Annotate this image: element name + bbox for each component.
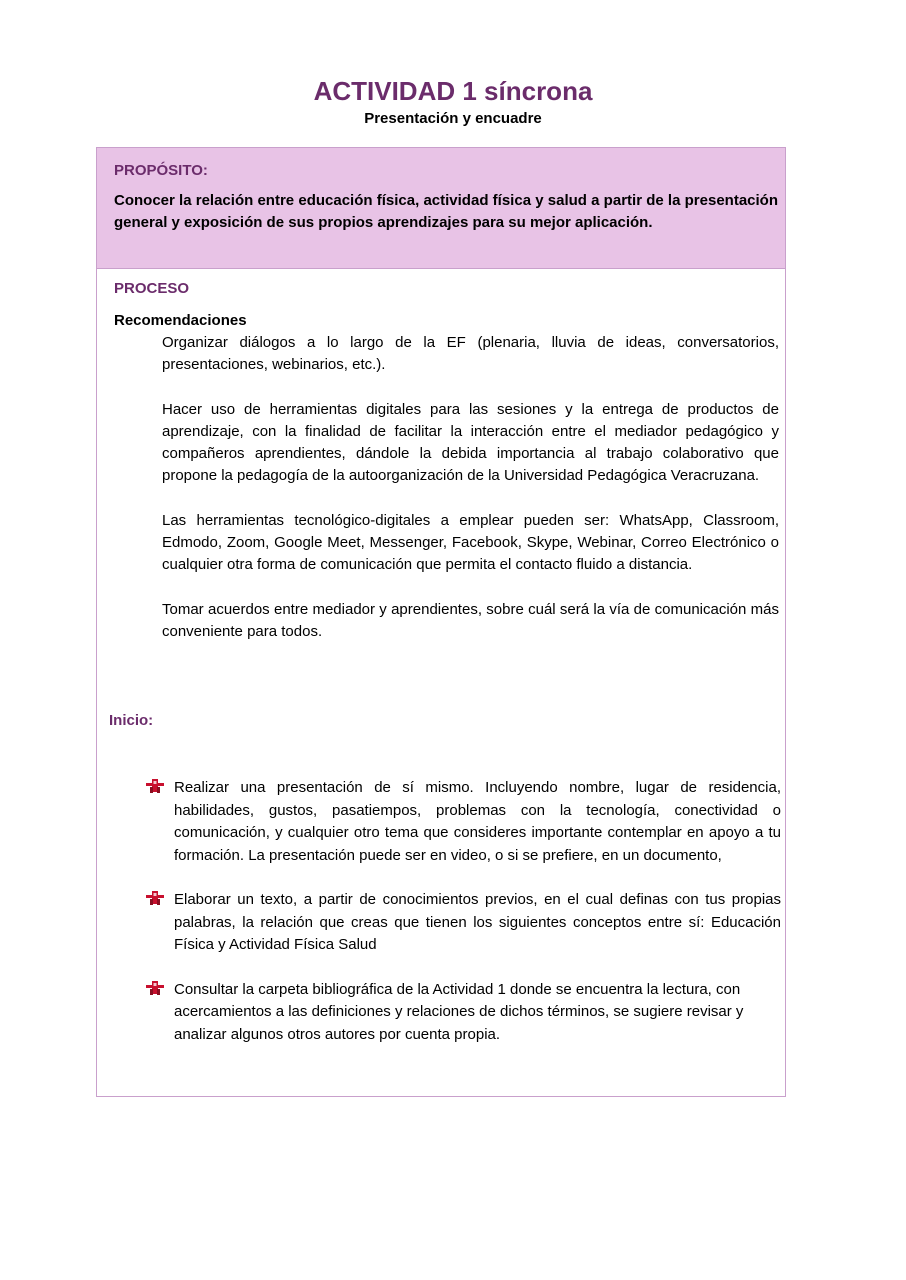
task-item	[145, 889, 781, 957]
task-text: Consultar la carpeta bibliográfica de la Actividad 1 donde se encuentra la lectura, con acercamientos a las definiciones y relaciones de dichos términos, se sugiere revisar y analizar algunos otros autores por cuenta propia.	[174, 980, 744, 1043]
purpose-section	[97, 148, 785, 269]
task-item	[145, 979, 781, 1047]
task-text: Elaborar un texto, a partir de conocimientos previos, en el cual definas con tus propias palabras, la relación que creas que tienen los siguientes conceptos entre sí: Educación Física y Actividad Física Salud	[174, 891, 781, 953]
process-heading: PROCESO	[114, 280, 190, 297]
recommendation-item: Hacer uso de herramientas digitales para las sesiones y la entrega de productos de aprendizaje, con la finalidad de facilitar la interacción entre el mediador pedagógico y compañeros aprendientes, dándole la debida importancia al trabajo colaborativo que propone la pedagogía de la autoorganización de la Universidad Pedagógica Veracruzana.	[162, 401, 779, 484]
recommendation-item: Organizar diálogos a lo largo de la EF (plenaria, lluvia de ideas, conversatorios, presentaciones, webinarios, etc.).	[162, 334, 779, 373]
recommendations-list	[162, 332, 779, 666]
activity-frame	[96, 147, 786, 1097]
red-figure-bullet-icon	[145, 890, 165, 906]
start-heading: Inicio:	[109, 712, 154, 729]
task-item	[145, 777, 781, 867]
red-figure-bullet-icon	[145, 980, 165, 996]
recommendation-item: Tomar acuerdos entre mediador y aprendientes, sobre cuál será la vía de comunicación más conveniente para todos.	[162, 601, 779, 640]
red-figure-bullet-icon	[145, 778, 165, 794]
task-list	[145, 777, 781, 1068]
recommendation-item: Las herramientas tecnológico-digitales a emplear pueden ser: WhatsApp, Classroom, Edmodo, Zoom, Google Meet, Messenger, Facebook, Skype, Webinar, Correo Electrónico o cualquier otra forma de comunicación que permita el contacto fluido a distancia.	[162, 512, 779, 573]
purpose-heading: PROPÓSITO:	[114, 162, 208, 179]
task-text: Realizar una presentación de sí mismo. Incluyendo nombre, lugar de residencia, habilidades, gustos, pasatiempos, problemas con la tecnología, conectividad o comunicación, y cualquier otro tema que consideres importante contemplar en apoyo a tu formación. La presentación puede ser en video, o si se prefiere, en un documento,	[174, 779, 781, 864]
recommendations-heading: Recomendaciones	[114, 312, 247, 329]
page-subtitle: Presentación y encuadre	[364, 110, 542, 127]
purpose-text: Conocer la relación entre educación física, actividad física y salud a partir de la presentación general y exposición de sus propios aprendizajes para su mejor aplicación.	[114, 192, 778, 231]
page-title: ACTIVIDAD 1 síncrona	[313, 76, 593, 106]
